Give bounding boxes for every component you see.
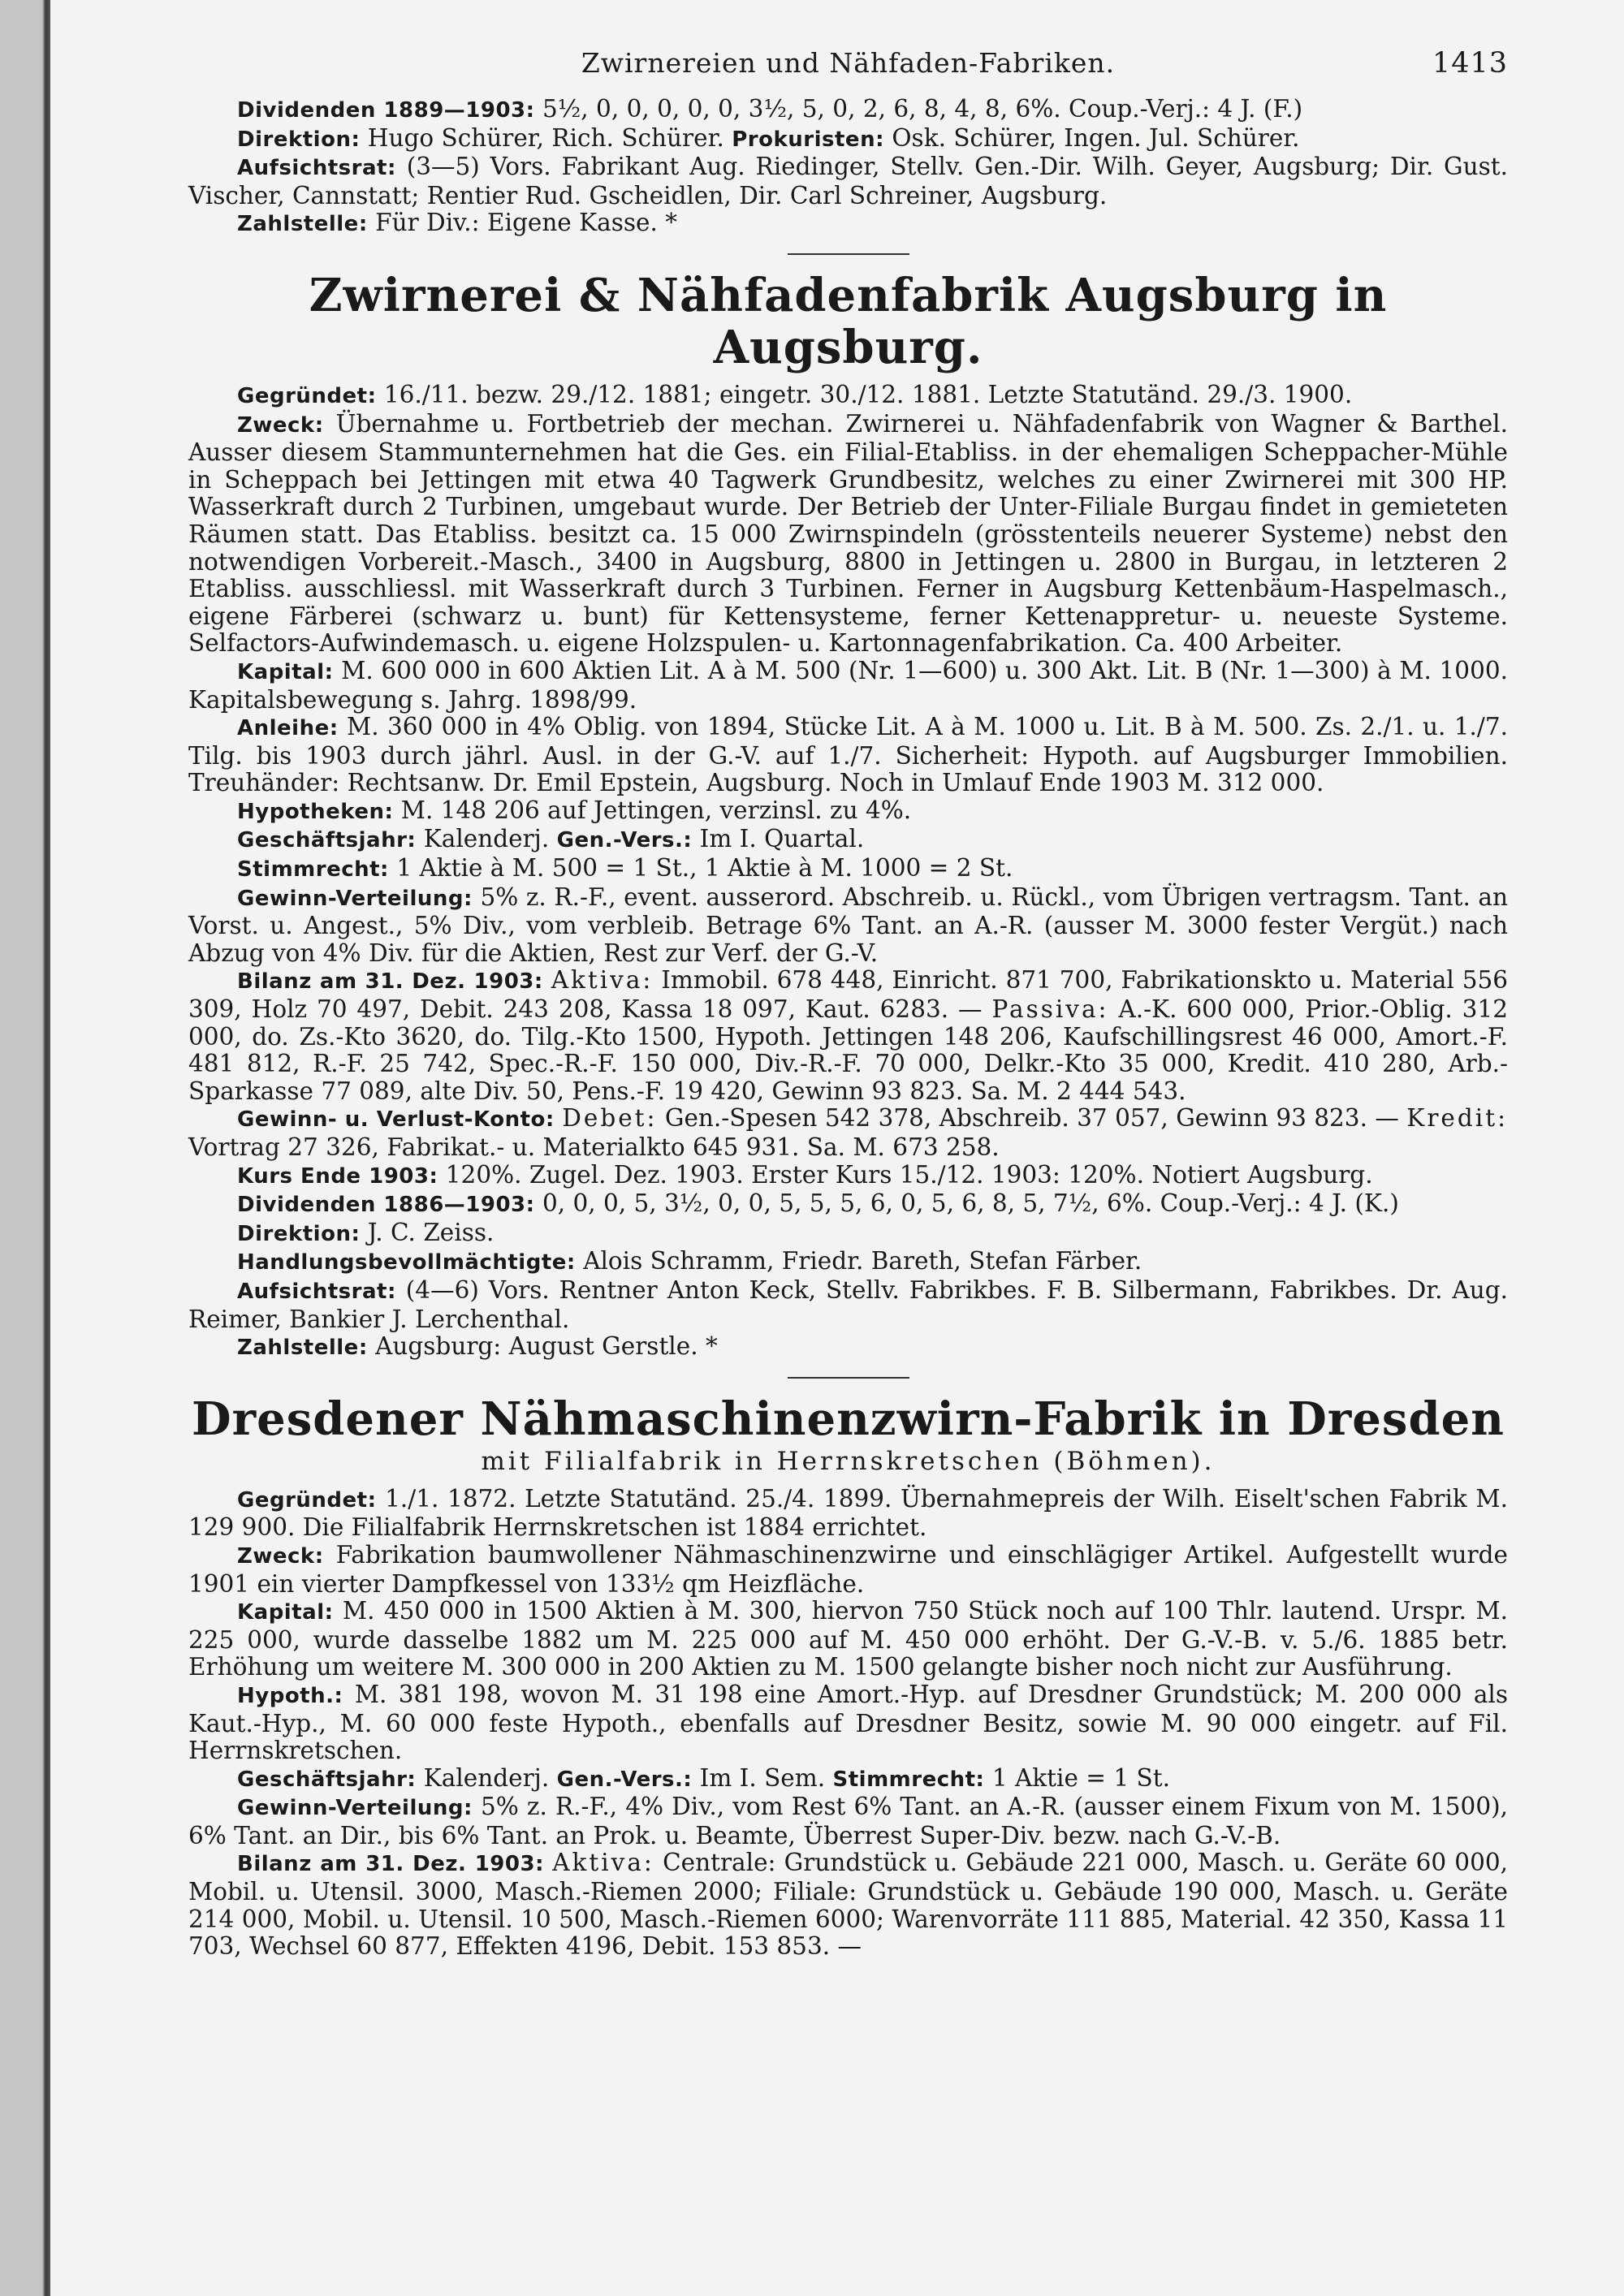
gegruendet-paragraph <box>188 1486 1508 1542</box>
zweck-text: Fabrikation baumwollener Nähmaschinenzwirne und einschlägiger Artikel. Aufgestellt wurde 1901 ein vierter Dampfkessel von 133½ qm Heizfläche. <box>188 1540 1508 1598</box>
bilanz-label: Bilanz am 31. Dez. 1903: <box>237 1852 544 1877</box>
bilanz-paragraph <box>188 967 1508 1105</box>
stimmrecht-text: 1 Aktie à M. 500 = 1 St., 1 Aktie à M. 1000 = 2 St. <box>396 854 1013 883</box>
zahlstelle-paragraph <box>188 1333 1508 1362</box>
section-divider <box>788 253 909 255</box>
section-dresden <box>188 1393 1508 1961</box>
bilanz-aktiva-label: Aktiva: <box>552 1849 654 1877</box>
stimmrecht-text: 1 Aktie = 1 St. <box>991 1763 1170 1792</box>
section-augsburg <box>188 270 1508 1362</box>
prokuristen-label: Prokuristen: <box>732 127 884 152</box>
gegruendet-label: Gegründet: <box>237 383 377 408</box>
gewinnverteilung-paragraph <box>188 1793 1508 1849</box>
zahlstelle-text: Augsburg: August Gerstle. * <box>375 1332 718 1361</box>
genvers-text: Im I. Sem. <box>699 1763 826 1792</box>
anleihe-text: M. 360 000 in 4% Oblig. von 1894, Stücke Lit. A à M. 1000 u. Lit. B à M. 500. Zs. 2./1. u. 1./7. Tilg. bis 1903 durch jährl. Ausl. in der G.-V. auf 1./7. Sicherheit: Hypoth. auf Augsburger Immobilien. Treuhänder: Rechtsanw. Dr. Emil Epstein, Augsburg. Noch in Umlauf Ende 1903 M. 312 000. <box>188 713 1508 797</box>
running-head-title: Zwirnereien und Nähfaden-Fabriken. <box>581 47 1116 79</box>
stimmrecht-label: Stimmrecht: <box>832 1767 985 1792</box>
gewinnverteilung-label: Gewinn-Verteilung: <box>237 1796 473 1821</box>
hypoth-label: Hypoth.: <box>237 1683 343 1708</box>
kurs-paragraph <box>188 1162 1508 1191</box>
genvers-text: Im I. Quartal. <box>699 825 865 853</box>
hypotheken-paragraph <box>188 797 1508 826</box>
gegruendet-label: Gegründet: <box>237 1487 377 1513</box>
handlung-text: Alois Schramm, Friedr. Bareth, Stefan Färber. <box>583 1247 1142 1275</box>
gewinnverteilung-paragraph <box>188 884 1508 968</box>
anleihe-paragraph <box>188 714 1508 797</box>
handlung-paragraph <box>188 1248 1508 1277</box>
bilanz-aktiva-label: Aktiva: <box>551 966 654 995</box>
page-content <box>188 47 1508 1961</box>
dividenden-text: 5½, 0, 0, 0, 0, 0, 3½, 5, 0, 2, 6, 8, 4, 8, 6%. Coup.-Verj.: 4 J. (F.) <box>542 95 1303 123</box>
guv-paragraph <box>188 1105 1508 1161</box>
kapital-paragraph <box>188 658 1508 714</box>
zweck-label: Zweck: <box>237 412 324 438</box>
gegruendet-text: 1./1. 1872. Letzte Statutänd. 25./4. 1899. Übernahmepreis der Wilh. Eiselt'schen Fabrik M. 129 900. Die Filialfabrik Herrnskretschen ist 1884 errichtet. <box>188 1484 1508 1542</box>
geschaeftsjahr-text: Kalenderj. <box>423 1763 550 1792</box>
hypotheken-text: M. 148 206 auf Jettingen, verzinsl. zu 4%. <box>400 796 912 824</box>
bilanz-aktiva-text: Immobil. 678 448, Einricht. 871 700, Fabrikationskto u. Material 556 309, Holz 70 497, Debit. 243 208, Kassa 18 097, Kaut. 6283. — <box>188 966 1508 1024</box>
aufsichtsrat-label: Aufsichtsrat: <box>237 156 396 181</box>
kapital-paragraph <box>188 1598 1508 1681</box>
zahlstelle-paragraph <box>188 209 1508 239</box>
bilanz-paragraph <box>188 1849 1508 1960</box>
direktion-paragraph <box>188 1219 1508 1249</box>
stimmrecht-label: Stimmrecht: <box>237 857 389 883</box>
zahlstelle-label: Zahlstelle: <box>237 1336 368 1361</box>
page-number: 1413 <box>1432 47 1508 80</box>
bilanz-passiva-label: Passiva: <box>991 995 1109 1024</box>
guv-kredit-label: Kredit: <box>1406 1104 1509 1133</box>
kurs-label: Kurs Ende 1903: <box>237 1163 438 1189</box>
bilanz-passiva-text: A.-K. 600 000, Prior.-Oblig. 312 000, do. Zs.-Kto 3620, do. Tilg.-Kto 1500, Hypoth. Jettingen 148 206, Kaufschillingsrest 46 000, Amort.-F. 481 812, R.-F. 25 742, Spec.-R.-F. 150 000, Div.-R.-F. 70 000, Delkr.-Kto 35 000, Kredit. 410 280, Arb.-Sparkasse 77 089, alte Div. 50, Pens.-F. 19 420, Gewinn 93 823. Sa. M. 2 444 543. <box>188 995 1508 1105</box>
aufsichtsrat-label: Aufsichtsrat: <box>237 1279 396 1304</box>
guv-label: Gewinn- u. Verlust-Konto: <box>237 1107 555 1133</box>
geschaeftsjahr-paragraph <box>188 826 1508 855</box>
zweck-paragraph <box>188 411 1508 658</box>
gegruendet-text: 16./11. bezw. 29./12. 1881; eingetr. 30./12. 1881. Letzte Statutänd. 29./3. 1900. <box>383 380 1353 408</box>
anleihe-label: Anleihe: <box>237 716 339 741</box>
prokuristen-text: Osk. Schürer, Ingen. Jul. Schürer. <box>892 123 1300 152</box>
bilanz-aktiva-text: Centrale: Grundstück u. Gebäude 221 000, Masch. u. Geräte 60 000, Mobil. u. Utensil. 3000, Masch.-Riemen 2000; Filiale: Grundstück u. Gebäude 190 000, Masch. u. Geräte 214 000, Mobil. u. Utensil. 10 500, Masch.-Riemen 6000; Warenvorräte 111 885, Material. 42 350, Kassa 11 703, Wechsel 60 877, Effekten 4196, Debit. 153 853. — <box>188 1849 1508 1961</box>
geschaeftsjahr-label: Geschäftsjahr: <box>237 1767 417 1792</box>
dividenden-label: Dividenden 1889—1903: <box>237 98 535 123</box>
gewinnverteilung-label: Gewinn-Verteilung: <box>237 886 473 911</box>
dividenden-paragraph <box>188 1190 1508 1219</box>
stimmrecht-paragraph <box>188 855 1508 884</box>
document-page <box>50 0 1624 2296</box>
direktion-label: Direktion: <box>237 1221 361 1246</box>
gegruendet-paragraph <box>188 382 1508 411</box>
guv-kredit-text: Vortrag 27 326, Fabrikat.- u. Materialkto 645 931. Sa. M. 673 258. <box>188 1133 1000 1161</box>
kapital-text: M. 450 000 in 1500 Aktien à M. 300, hiervon 750 Stück noch auf 100 Thlr. lautend. Urspr. M. 225 000, wurde dasselbe 1882 um M. 225 000 auf M. 450 000 erhöht. Der G.-V.-B. v. 5./6. 1885 betr. Erhöhung um weitere M. 300 000 in 200 Aktien zu M. 1500 gelangte bisher noch nicht zur Ausführung. <box>188 1597 1508 1681</box>
section-divider <box>788 1377 909 1379</box>
dividenden-text: 0, 0, 0, 5, 3½, 0, 0, 5, 5, 5, 6, 0, 5, 6, 8, 5, 7½, 6%. Coup.-Verj.: 4 J. (K.) <box>542 1189 1399 1218</box>
hypoth-text: M. 381 198, wovon M. 31 198 eine Amort.-Hyp. auf Dresdner Grundstück; M. 200 000 als Kaut.-Hyp., M. 60 000 feste Hypoth., ebenfalls auf Dresdner Besitz, sowie M. 90 000 eingetr. auf Fil. Herrnskretschen. <box>188 1680 1508 1765</box>
dividenden-label: Dividenden 1886—1903: <box>237 1193 535 1218</box>
kurs-text: 120%. Zugel. Dez. 1903. Erster Kurs 15./12. 1903: 120%. Notiert Augsburg. <box>445 1160 1373 1189</box>
genvers-label: Gen.-Vers.: <box>556 1767 693 1792</box>
zweck-label: Zweck: <box>237 1543 324 1569</box>
guv-debet-label: Debet: <box>562 1104 658 1133</box>
zweck-paragraph <box>188 1542 1508 1598</box>
zweck-text: Übernahme u. Fortbetrieb der mechan. Zwirnerei u. Nähfadenfabrik von Wagner & Barthel. Ausser diesem Stammunternehmen hat die Ges. ein Filial-Etabliss. in der ehemaligen Scheppacher-Mühle in Scheppach bei Jettingen mit etwa 40 Tagwerk Grundbesitz, welches zu einer Zwirnerei mit 300 HP. Wasserkraft durch 2 Turbinen, umgebaut wurde. Der Betrieb der Unter-Filiale Burgau findet in gemieteten Räumen statt. Das Etabliss. besitzt ca. 15 000 Zwirnspindeln (grösstenteils neuerer Systeme) nebst den notwendigen Vorbereit.-Masch., 3400 in Augsburg, 8800 in Jettingen u. 2800 in Burgau, in letzteren 2 Etabliss. ausschliessl. mit Wasserkraft durch 3 Turbinen. Ferner in Augsburg Kettenbäum-Haspelmasch., eigene Färberei (schwarz u. bunt) für Kettensysteme, ferner Kettenappretur- u. neueste Systeme. Selfactors-Aufwindemasch. u. eigene Holzspulen- u. Kartonnagenfabrikation. Ca. 400 Arbeiter. <box>188 409 1508 658</box>
geschaeftsjahr-paragraph <box>188 1765 1508 1794</box>
running-head <box>188 47 1508 96</box>
aufsichtsrat-paragraph <box>188 153 1508 209</box>
kapital-text: M. 600 000 in 600 Aktien Lit. A à M. 500 (Nr. 1—600) u. 300 Akt. Lit. B (Nr. 1—300) à M. 1000. Kapitalsbewegung s. Jahrg. 1898/99. <box>188 656 1508 714</box>
direktion-text: Hugo Schürer, Rich. Schürer. <box>367 123 724 152</box>
company-title: Zwirnerei & Nähfadenfabrik Augsburg in Augsburg. <box>309 268 1388 374</box>
aufsichtsrat-paragraph <box>188 1277 1508 1333</box>
dividenden-paragraph <box>188 96 1508 125</box>
hypotheken-label: Hypotheken: <box>237 799 394 824</box>
direktion-label: Direktion: <box>237 127 361 152</box>
company-title: Dresdener Nähmaschinenzwirn-Fabrik in Dresden <box>192 1392 1505 1446</box>
geschaeftsjahr-label: Geschäftsjahr: <box>237 828 417 853</box>
zahlstelle-label: Zahlstelle: <box>237 212 368 237</box>
kapital-label: Kapital: <box>237 659 334 684</box>
section-continuation <box>188 96 1508 239</box>
handlung-label: Handlungsbevollmächtigte: <box>237 1250 576 1275</box>
guv-debet-text: Gen.-Spesen 542 378, Abschreib. 37 057, Gewinn 93 823. — <box>664 1104 1399 1133</box>
scan-binding-edge <box>0 0 50 2296</box>
geschaeftsjahr-text: Kalenderj. <box>423 825 550 853</box>
gewinnverteilung-text: 5% z. R.-F., event. ausserord. Abschreib. u. Rückl., vom Übrigen vertragsm. Tant. an Vorst. u. Angest., 5% Div., vom verbleib. Betrage 6% Tant. an A.-R. (ausser M. 3000 fester Vergüt.) nach Abzug von 4% Div. für die Aktien, Rest zur Verf. der G.-V. <box>188 883 1508 967</box>
aufsichtsrat-text: (4—6) Vors. Rentner Anton Keck, Stellv. Fabrikbes. F. B. Silbermann, Fabrikbes. Dr. Aug. Reimer, Bankier J. Lerchenthal. <box>188 1275 1508 1333</box>
direktion-text: J. C. Zeiss. <box>367 1218 495 1246</box>
kapital-label: Kapital: <box>237 1600 334 1625</box>
direktion-paragraph <box>188 125 1508 154</box>
zahlstelle-text: Für Div.: Eigene Kasse. * <box>375 209 678 237</box>
genvers-label: Gen.-Vers.: <box>556 828 693 853</box>
company-subtitle: mit Filialfabrik in Herrnskretschen (Böhmen). <box>481 1446 1216 1476</box>
gewinnverteilung-text: 5% z. R.-F., 4% Div., vom Rest 6% Tant. an A.-R. (ausser einem Fixum von M. 1500), 6% Tant. an Dir., bis 6% Tant. an Prok. u. Beamte, Überrest Super-Div. bezw. nach G.-V.-B. <box>188 1793 1508 1849</box>
bilanz-label: Bilanz am 31. Dez. 1903: <box>237 969 543 995</box>
aufsichtsrat-text: (3—5) Vors. Fabrikant Aug. Riedinger, Stellv. Gen.-Dir. Wilh. Geyer, Augsburg; Dir. Gust. Vischer, Cannstatt; Rentier Rud. Gscheidlen, Dir. Carl Schreiner, Augsburg. <box>188 153 1508 209</box>
hypoth-paragraph <box>188 1681 1508 1765</box>
